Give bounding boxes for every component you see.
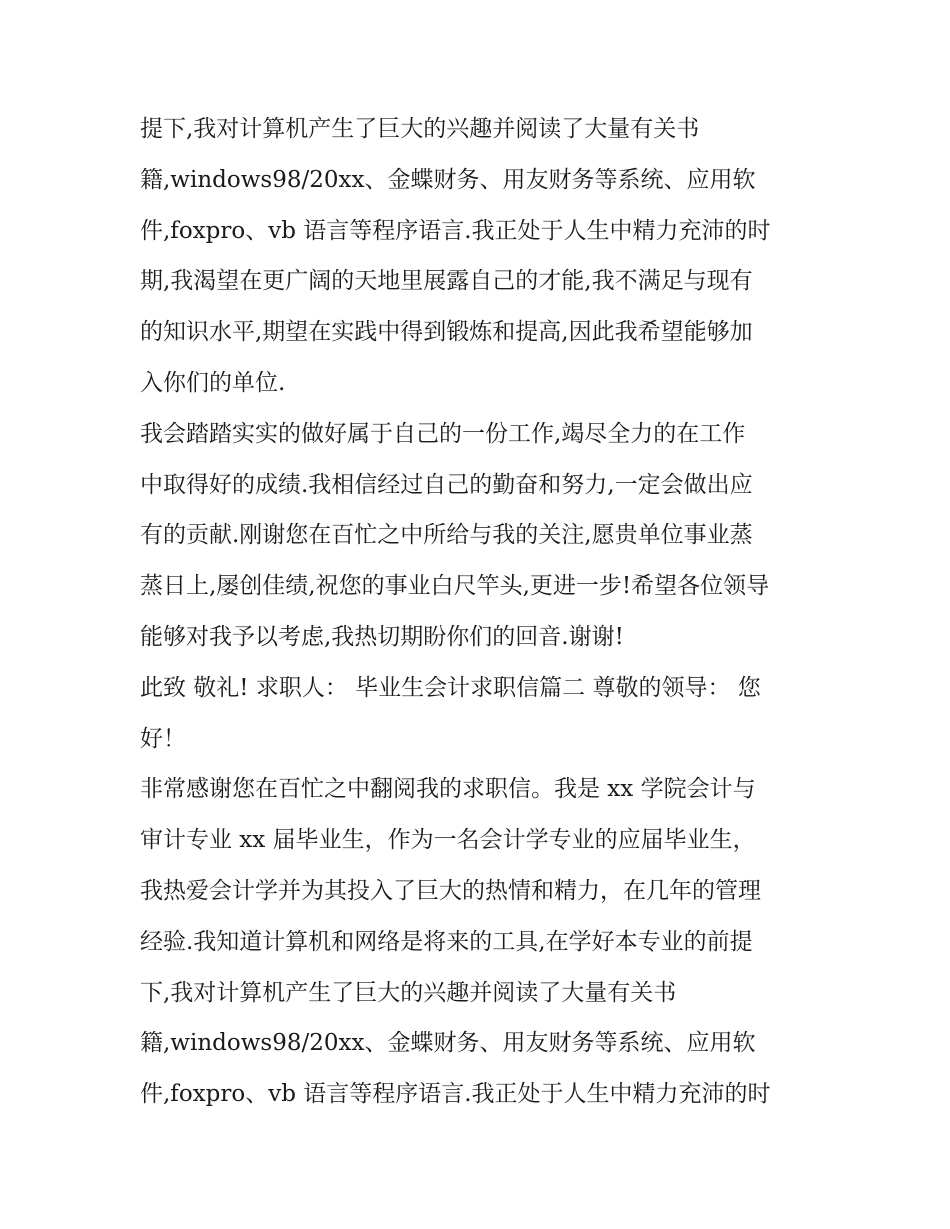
text-line: 能够对我予以考虑,我热切期盼你们的回音.谢谢! [140,623,624,650]
text-line: 经验.我知道计算机和网络是将来的工具,在学好本专业的前提 [140,928,753,955]
text-line: 蒸日上,屡创佳绩,祝您的事业白尺竿头,更进一步!希望各位领导 [140,573,770,600]
text-line: 审计专业 xx 届毕业生，作为一名会计学专业的应届毕业生， [140,827,756,854]
text-line: 非常感谢您在百忙之中翻阅我的求职信。我是 xx 学院会计与 [140,776,756,803]
text-line: 件,foxpro、vb 语言等程序语言.我正处于人生中精力充沛的时 [140,217,771,244]
text-line: 好！ [140,725,186,752]
text-line: 下,我对计算机产生了巨大的兴趣并阅读了大量有关书 [140,979,677,1006]
document-body [140,104,830,1120]
text-line: 期,我渴望在更广阔的天地里展露自己的才能,我不满足与现有 [140,268,753,295]
text-line: 我热爱会计学并为其投入了巨大的热情和精力，在几年的管理 [140,877,761,904]
text-line: 我会踏踏实实的做好属于自己的一份工作,竭尽全力的在工作 [140,420,746,447]
text-line: 提下,我对计算机产生了巨大的兴趣并阅读了大量有关书 [140,116,700,142]
text-line: 入你们的单位. [140,369,286,396]
text-line: 籍,windows98/20xx、金蝶财务、用友财务等系统、应用软 [140,166,756,193]
text-line: 籍,windows98/20xx、金蝶财务、用友财务等系统、应用软 [140,1030,756,1057]
text-line: 的知识水平,期望在实践中得到锻炼和提高,因此我希望能够加 [140,319,753,346]
text-line: 有的贡献.刚谢您在百忙之中所给与我的关注,愿贵单位事业蒸 [140,522,753,549]
text-line: 件,foxpro、vb 语言等程序语言.我正处于人生中精力充沛的时 [140,1081,771,1108]
text-line: 中取得好的成绩.我相信经过自己的勤奋和努力,一定会做出应 [140,471,753,498]
text-line: 此致 敬礼! 求职人： 毕业生会计求职信篇二 尊敬的领导： 您 [140,674,761,701]
